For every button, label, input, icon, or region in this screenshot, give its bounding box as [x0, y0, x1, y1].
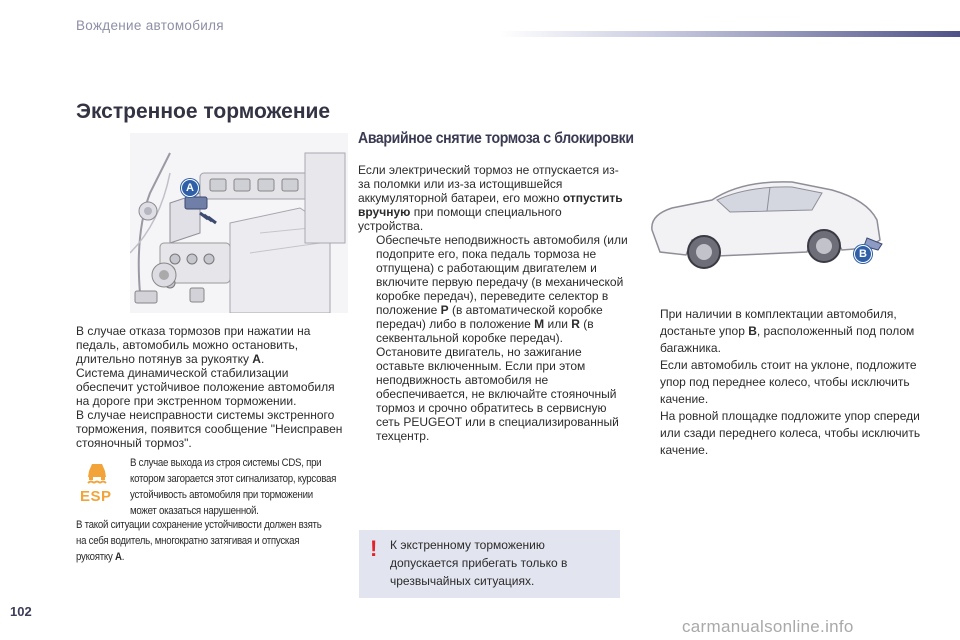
bullet-wheel-chock	[642, 306, 932, 357]
text-run: В случае отказа тормозов при нажатии на педаль, автомобиль можно остановить, длительно потянув за рукоятку	[76, 324, 311, 366]
bullet-stop-engine	[358, 345, 630, 443]
text-run: В такой ситуации сохранение устойчивости должен взять на себя водитель, многократно затягивая и отпуская рукоятку	[76, 519, 322, 563]
page-number: 102	[10, 604, 32, 619]
middle-column-text	[358, 163, 630, 443]
text-run: При наличии в комплектации автомобиля, достаньте упор	[660, 307, 897, 338]
text-run: Если электрический тормоз не отпускается из-за поломки или из-за истощившейся аккумуляторной батареи, его можно	[358, 163, 619, 205]
text-run: при помощи специального устройства.	[358, 205, 562, 233]
section-title: Экстренное торможение	[76, 100, 331, 123]
text-run: (в секвентальной коробке передач).	[376, 317, 594, 345]
marker-b-badge: B	[854, 245, 872, 263]
esp-warning-icon	[80, 459, 114, 505]
bullet-immobilize	[358, 233, 630, 345]
bullet-slope	[642, 357, 932, 408]
text-run: или	[544, 317, 572, 331]
subsection-title: Аварийное снятие тормоза с блокировки	[358, 130, 634, 147]
paragraph-malfunction: В случае неисправности системы экстренного торможения, появится сообщение "Неисправен стояночный тормоз".	[76, 408, 343, 450]
text-run: Обеспечьте неподвижность автомобиля (или подоприте его, пока педаль тормоза не отпущена) с работающим двигателем и включите первую передачу (в механической коробке передач), переведите селектор в положение	[376, 233, 628, 317]
marker-a-badge: A	[181, 179, 199, 197]
esp-label: ESP	[80, 488, 112, 505]
paragraph-manual-release-intro	[358, 163, 630, 233]
paragraph-flat-ground: На ровной площадке подложите упор спереди или сзади переднего колеса, чтобы исключить качение.	[660, 409, 921, 457]
esp-note-text: В случае выхода из строя системы CDS, при котором загорается этот сигнализатор, курсовая устойчивость автомобиля при торможении может оказаться нарушенной.	[130, 457, 337, 517]
skid-car-icon	[80, 459, 114, 485]
warning-exclamation-icon: !	[370, 536, 378, 561]
page-header-title: Вождение автомобиля	[76, 18, 224, 33]
dashboard-drawing	[130, 133, 348, 313]
warning-text: К экстренному торможению допускается прибегать только в чрезвычайных ситуациях.	[390, 538, 568, 588]
paragraph-stability: Система динамической стабилизации обеспечит устойчивое положение автомобиля на дороге при экстренном торможении.	[76, 366, 335, 408]
car-illustration	[642, 160, 890, 285]
text-run: , расположенный под полом багажника.	[660, 324, 915, 355]
car-drawing	[642, 160, 890, 285]
watermark: carmanualsonline.info	[682, 617, 854, 636]
text-run: .	[260, 352, 265, 366]
chock-b-ref: B	[748, 324, 757, 338]
emphasis-manual: отпустить вручную	[358, 191, 623, 219]
gear-m-ref: M	[534, 317, 545, 331]
text-run: (в автоматической коробке передач) либо в положение	[376, 303, 603, 331]
right-column-text	[642, 306, 932, 459]
text-run: Если автомобиль стоит на уклоне, подложите упор под переднее колесо, чтобы исключить качение.	[660, 358, 917, 406]
text-run: .	[121, 551, 125, 563]
gear-p-ref: P	[440, 303, 449, 317]
esp-driver-note	[76, 517, 331, 565]
dashboard-illustration	[130, 133, 348, 313]
text-run: Остановите двигатель, но зажигание оставьте включенным. Если при этом неподвижность автомобиля не обеспечивается, не включайте стояночный тормоз и срочно обратитесь в сервисную сеть PEUGEOT или в специализированный техцентр.	[376, 345, 619, 443]
header-gradient-bar	[500, 31, 960, 37]
handle-a-ref: A	[115, 551, 122, 563]
left-column-text	[76, 324, 346, 450]
gear-r-ref: R	[571, 317, 580, 331]
handle-a-ref: A	[252, 352, 261, 366]
paragraph-brake-failure	[76, 324, 346, 366]
